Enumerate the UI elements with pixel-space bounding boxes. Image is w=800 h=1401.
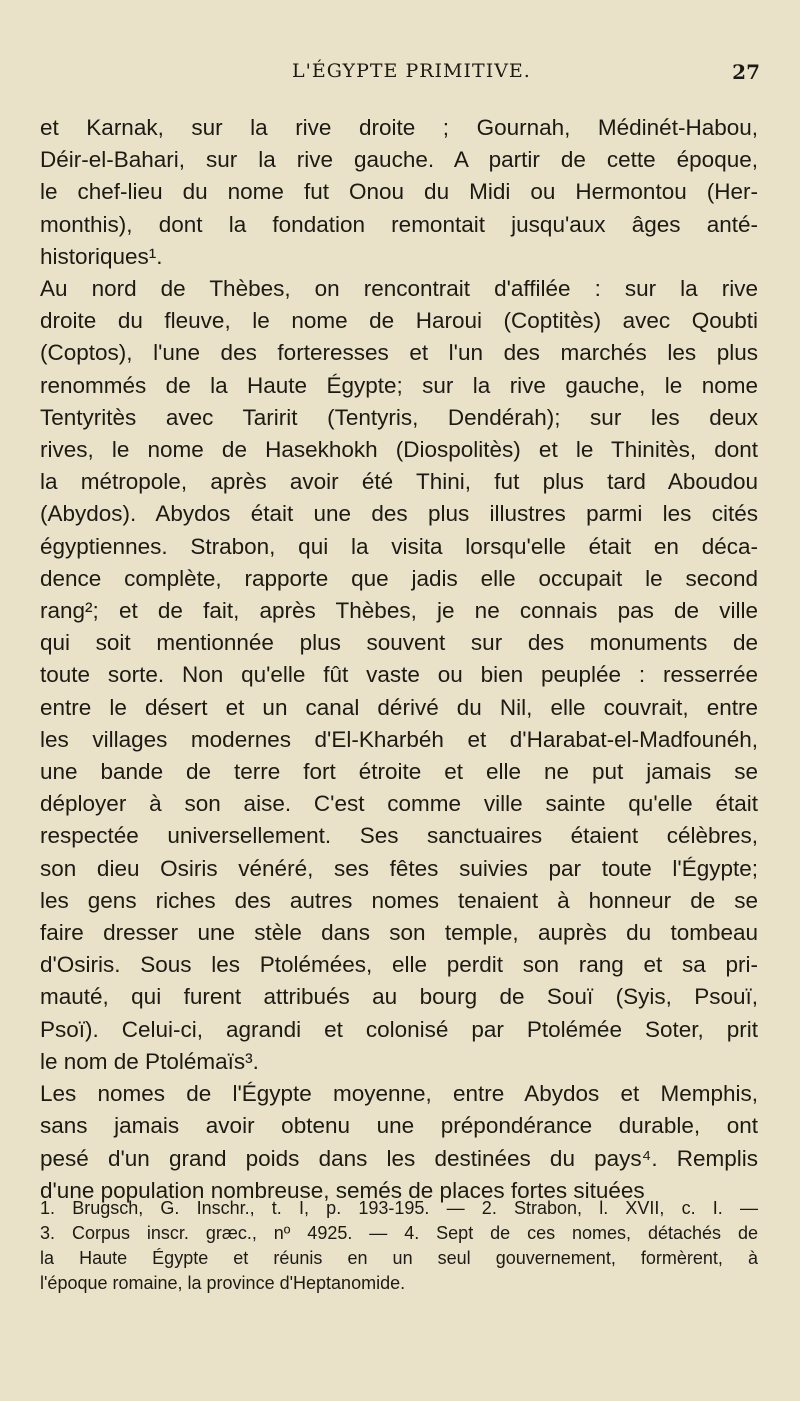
text-line: faire dresser une stèle dans son temple, auprès du tombeau	[40, 920, 758, 946]
text-line: et Karnak, sur la rive droite ; Gournah, Médinét-Habou,	[40, 115, 758, 140]
text-line: entre le désert et un canal dérivé du Nil, elle couvrait, entre	[40, 694, 758, 720]
text-line: les villages modernes d'El-Kharbéh et d'Harabat-el-Madfounéh,	[40, 726, 758, 752]
text-line: déployer à son aise. C'est comme ville sainte qu'elle était	[40, 791, 758, 817]
running-title: L'ÉGYPTE PRIMITIVE.	[292, 60, 531, 82]
text-line: son dieu Osiris vénéré, ses fêtes suivies par toute l'Égypte;	[40, 855, 758, 881]
text-line: sans jamais avoir obtenu une prépondérance durable, ont	[40, 1113, 758, 1139]
footnote-line: 3. Corpus inscr. græc., nº 4925. — 4. Sept de ces nomes, détachés de	[40, 1223, 758, 1243]
text-line: la métropole, après avoir été Thini, fut plus tard Aboudou	[40, 469, 758, 495]
text-line: monthis), dont la fondation remontait jusqu'aux âges anté-	[40, 211, 758, 237]
text-line: qui soit mentionnée plus souvent sur des monuments de	[40, 630, 758, 656]
text-line: les gens riches des autres nomes tenaient à honneur de se	[40, 887, 758, 913]
text-line: historiques¹.	[40, 243, 163, 269]
text-line: rives, le nome de Hasekhokh (Diospolitès) et le Thinitès, dont	[40, 437, 758, 463]
text-line: égyptiennes. Strabon, qui la visita lorsqu'elle était en déca-	[40, 533, 758, 559]
text-line: une bande de terre fort étroite et elle ne put jamais se	[40, 759, 758, 785]
text-line: Déir-el-Bahari, sur la rive gauche. A partir de cette époque,	[40, 147, 758, 173]
body-text	[40, 112, 758, 1207]
text-line: rang²; et de fait, après Thèbes, je ne connais pas de ville	[40, 598, 758, 624]
footnotes	[40, 1196, 758, 1296]
text-line: d'une population nombreuse, semés de places fortes situées	[40, 1177, 645, 1203]
text-line: d'Osiris. Sous les Ptolémées, elle perdit son rang et sa pri-	[40, 952, 758, 978]
text-line: Au nord de Thèbes, on rencontrait d'affilée : sur la rive	[40, 276, 758, 302]
text-line: Les nomes de l'Égypte moyenne, entre Abydos et Memphis,	[40, 1081, 758, 1107]
text-line: dence complète, rapporte que jadis elle occupait le second	[40, 565, 758, 591]
page-header	[40, 46, 760, 86]
text-line: Tentyritès avec Taririt (Tentyris, Dendérah); sur les deux	[40, 404, 758, 430]
text-line: pesé d'un grand poids dans les destinées du pays⁴. Remplis	[40, 1145, 758, 1171]
text-line: droite du fleuve, le nome de Haroui (Coptitès) avec Qoubti	[40, 308, 758, 334]
text-line: Psoï). Celui-ci, agrandi et colonisé par Ptolémée Soter, prit	[40, 1016, 758, 1042]
footnote-line: 1. Brugsch, G. Inschr., t. I, p. 193-195. — 2. Strabon, l. XVII, c. I. —	[40, 1198, 758, 1218]
footnote-line: l'époque romaine, la province d'Heptanomide.	[40, 1273, 406, 1293]
text-line: le nom de Ptolémaïs³.	[40, 1048, 259, 1074]
footnote-line: la Haute Égypte et réunis en un seul gouvernement, formèrent, à	[40, 1248, 758, 1268]
text-line: toute sorte. Non qu'elle fût vaste ou bien peuplée : resserrée	[40, 662, 758, 688]
text-line: (Abydos). Abydos était une des plus illustres parmi les cités	[40, 501, 758, 527]
text-line: renommés de la Haute Égypte; sur la rive gauche, le nome	[40, 372, 758, 398]
page-number: 27	[732, 60, 760, 84]
text-line: le chef-lieu du nome fut Onou du Midi ou Hermontou (Her-	[40, 179, 758, 205]
text-line: mauté, qui furent attribués au bourg de Souï (Syis, Psouï,	[40, 984, 758, 1010]
text-line: respectée universellement. Ses sanctuaires étaient célèbres,	[40, 823, 758, 849]
text-line: (Coptos), l'une des forteresses et l'un des marchés les plus	[40, 340, 758, 366]
